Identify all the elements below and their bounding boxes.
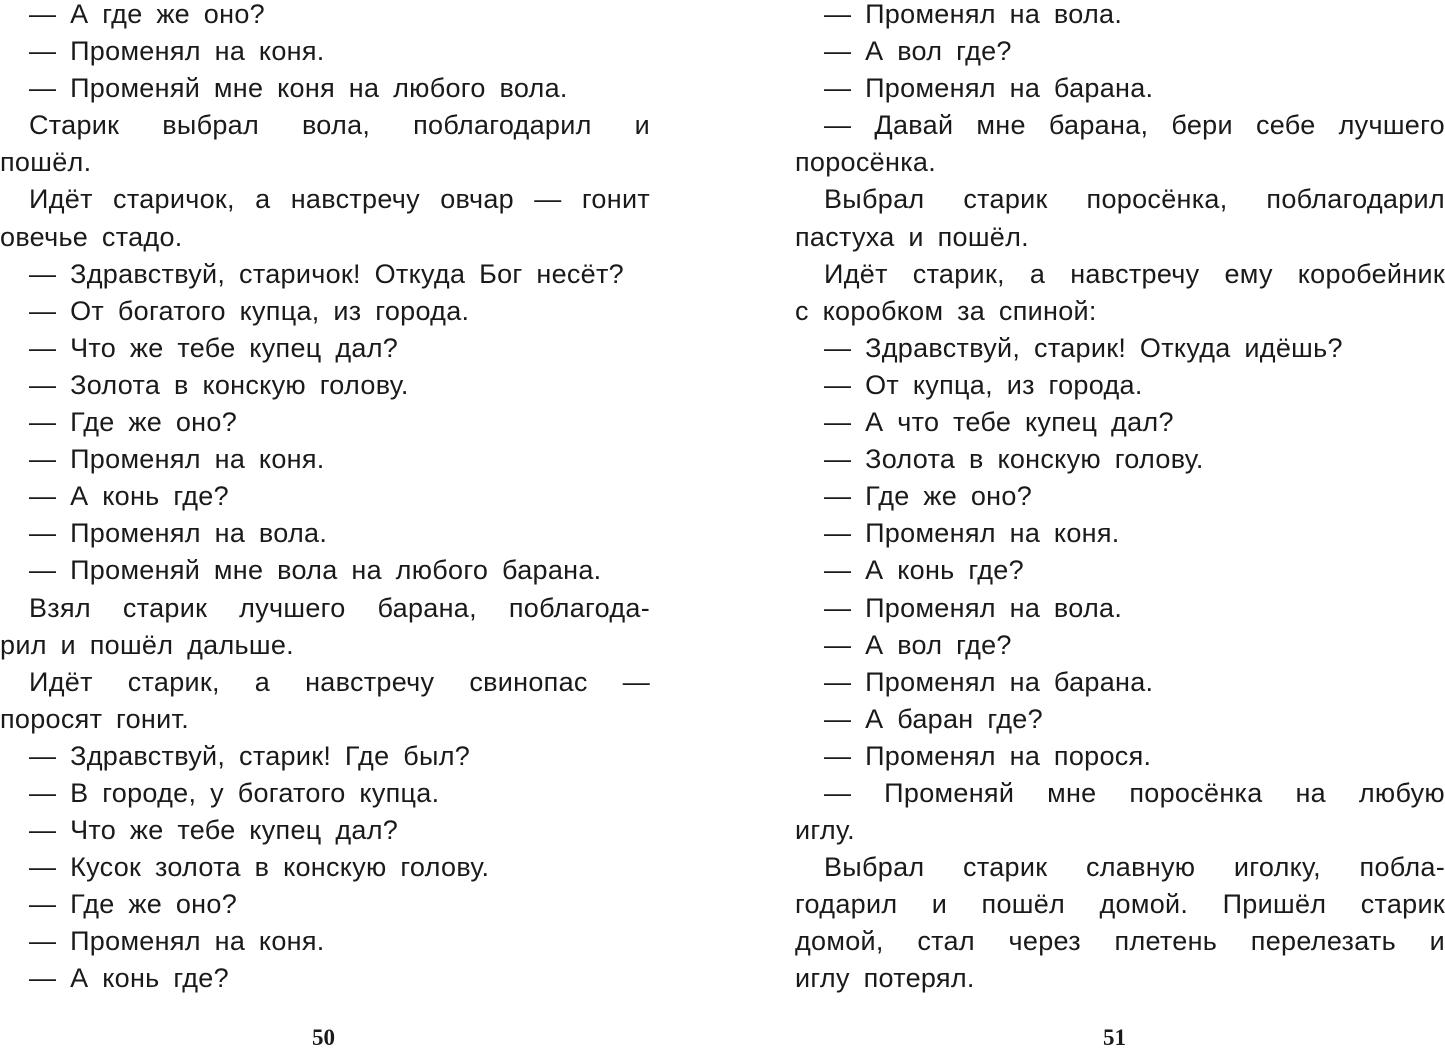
text-line: пастуха и пошёл. <box>795 221 1029 252</box>
text-line: Идёт старичок, а навстречу овчар — гонит <box>29 184 650 215</box>
right-page <box>795 0 1445 1051</box>
text-line: — Променял на коня. <box>824 518 1120 549</box>
text-line: — А конь где? <box>824 555 1024 586</box>
text-line: Идёт старик, а навстречу свинопас — <box>29 666 650 697</box>
right-page-text <box>795 0 1445 998</box>
text-line: — Давай мне барана, бери себе лучшего <box>824 110 1445 141</box>
text-line: — Променял на барана. <box>824 666 1154 697</box>
text-line: — Променял на вола. <box>29 518 328 549</box>
text-line: поросят гонит. <box>0 703 189 734</box>
left-page-text <box>0 0 650 998</box>
text-line: — Кусок золота в конскую голову. <box>29 852 490 883</box>
left-page <box>0 0 650 1051</box>
text-line: иглу. <box>795 815 855 846</box>
text-line: пошёл. <box>0 147 92 178</box>
text-line: — А что тебе купец дал? <box>824 407 1174 438</box>
text-line: поросёнка. <box>795 147 937 178</box>
text-line: Старик выбрал вола, поблагодарил и <box>29 110 650 141</box>
text-line: — Здравствуй, старичок! Откуда Бог несёт? <box>29 258 624 289</box>
text-line: — Здравствуй, старик! Где был? <box>29 740 471 771</box>
text-line: — Променяй мне вола на любого барана. <box>29 555 602 586</box>
text-line: — Променял на коня. <box>29 926 325 957</box>
text-line: — Променял на коня. <box>29 36 325 67</box>
text-line: — Променяй мне коня на любого вола. <box>29 73 568 104</box>
text-line: — А вол где? <box>824 36 1012 67</box>
text-line: — Променяй мне поросёнка на любую <box>824 777 1445 808</box>
text-line: — Променял на вола. <box>824 592 1123 623</box>
text-line: с коробком за спиной: <box>795 295 1097 326</box>
text-line: овечье стадо. <box>0 221 183 252</box>
text-line: — А конь где? <box>29 481 229 512</box>
text-line: — Променял на барана. <box>824 73 1154 104</box>
text-line: — Золота в конскую голову. <box>29 369 409 400</box>
text-line: Выбрал старик славную иголку, побла- <box>824 852 1445 883</box>
text-line: — Золота в конскую голову. <box>824 444 1204 475</box>
text-line: — А баран где? <box>824 703 1043 734</box>
text-line: годарил и пошёл домой. Пришёл старик <box>795 889 1445 920</box>
text-line: — Променял на коня. <box>29 444 325 475</box>
text-line: — А конь где? <box>29 963 229 994</box>
text-line: Взял старик лучшего барана, поблагода- <box>29 592 650 623</box>
text-line: иглу потерял. <box>795 963 975 994</box>
text-line: — Что же тебе купец дал? <box>29 332 399 363</box>
text-line: — А вол где? <box>824 629 1012 660</box>
text-line: — Где же оно? <box>824 481 1033 512</box>
text-line: Идёт старик, а навстречу ему коробейник <box>824 258 1445 289</box>
text-line: Выбрал старик поросёнка, поблагодарил <box>824 184 1445 215</box>
text-line: — А где же оно? <box>29 0 265 29</box>
text-line: — В городе, у богатого купца. <box>29 777 440 808</box>
left-page-number: 50 <box>312 1025 335 1050</box>
text-line: — Променял на вола. <box>824 0 1123 29</box>
text-line: рил и пошёл дальше. <box>0 629 294 660</box>
text-line: — Здравствуй, старик! Откуда идёшь? <box>824 332 1343 363</box>
right-page-number: 51 <box>1103 1025 1126 1050</box>
text-line: — От богатого купца, из города. <box>29 295 470 326</box>
text-line: — От купца, из города. <box>824 369 1143 400</box>
text-line: — Где же оно? <box>29 889 238 920</box>
text-line: домой, стал через плетень перелезать и <box>795 926 1445 957</box>
text-line: — Променял на порося. <box>824 740 1152 771</box>
text-line: — Что же тебе купец дал? <box>29 815 399 846</box>
text-line: — Где же оно? <box>29 407 238 438</box>
